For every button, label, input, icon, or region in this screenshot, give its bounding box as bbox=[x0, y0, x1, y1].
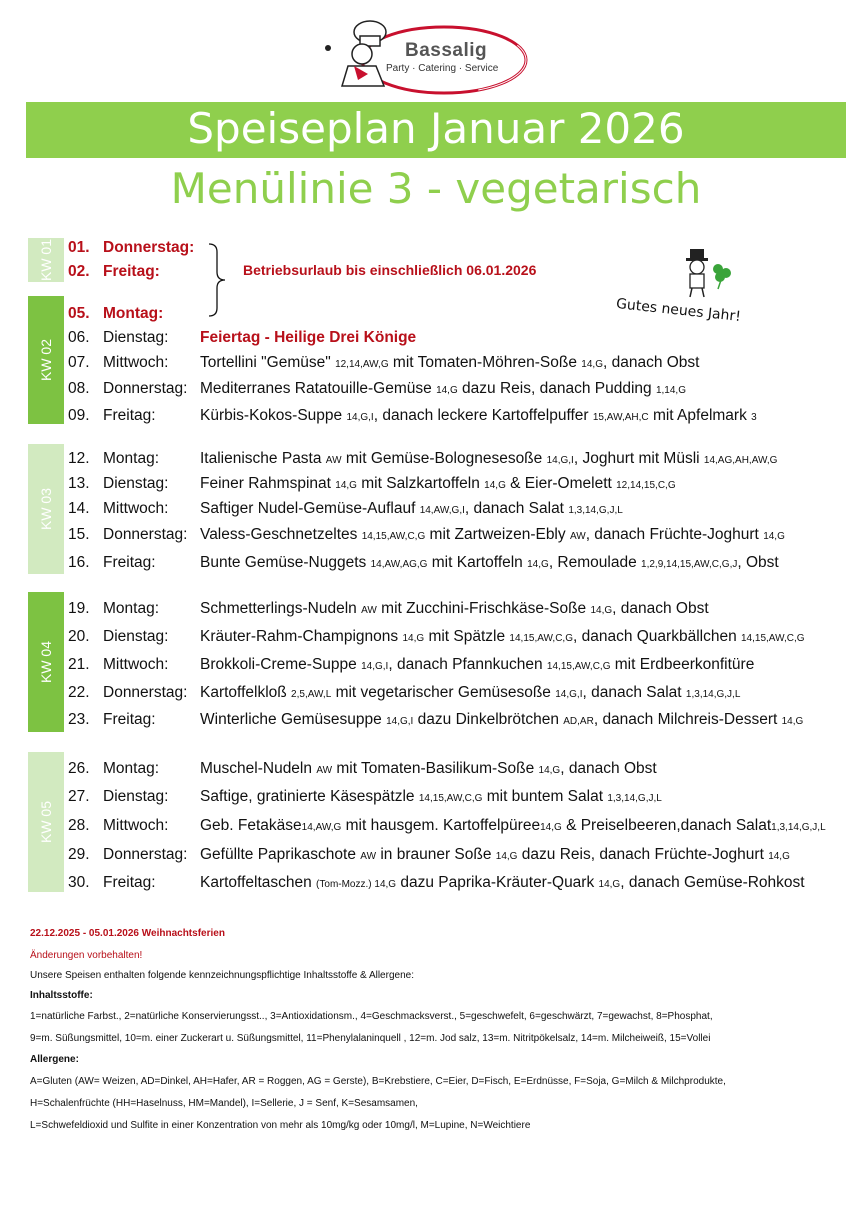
chimney-sweep-icon bbox=[678, 245, 736, 301]
meal-text: , danach Obst bbox=[612, 600, 709, 617]
day-number: 13. bbox=[68, 475, 90, 492]
meal-text: mit Salzkartoffeln bbox=[356, 475, 485, 492]
allergen-codes: 14,15,AW,C,G bbox=[509, 633, 573, 644]
allergen-codes: 14,G,I bbox=[386, 716, 414, 727]
footer-line: H=Schalenfrüchte (HH=Haselnuss, HM=Mandel), I=Sellerie, J = Senf, K=Sesamsamen, bbox=[30, 1098, 418, 1109]
brace-icon bbox=[207, 242, 229, 318]
day-name: Dienstag: bbox=[103, 475, 169, 492]
day-number: 01. bbox=[68, 239, 90, 256]
meal-text: dazu Reis, danach Pudding bbox=[457, 380, 656, 397]
kw-block-03 bbox=[28, 444, 64, 574]
day-name: Donnerstag: bbox=[103, 526, 188, 543]
footer-line: 1=natürliche Farbst., 2=natürliche Konservierungsst.., 3=Antioxidationsm., 4=Geschmacksverst., 5=geschwefelt, 6=geschwärzt, 7=gewachst, 8=Phosphat, bbox=[30, 1011, 713, 1022]
allergen-codes: 14,G bbox=[598, 879, 621, 890]
meal-text: mit Kartoffeln bbox=[427, 554, 528, 571]
meal-description bbox=[200, 377, 686, 403]
day-name: Mittwoch: bbox=[103, 656, 169, 673]
day-number: 08. bbox=[68, 380, 90, 397]
allergen-codes: 14,G,I bbox=[346, 412, 374, 423]
chef-icon bbox=[325, 21, 386, 86]
allergen-codes: 14,G bbox=[402, 633, 425, 644]
page-title: Speiseplan Januar 2026 bbox=[187, 104, 685, 153]
meal-text: Gefüllte Paprikaschote bbox=[200, 846, 361, 863]
allergen-codes: 14,AW,AG,G bbox=[370, 559, 428, 570]
allergen-codes: AW bbox=[325, 455, 342, 466]
allergen-codes: 1,14,G bbox=[655, 385, 686, 396]
allergen-codes: 14,G bbox=[436, 385, 458, 396]
day-name: Dienstag: bbox=[103, 329, 169, 346]
allergen-codes: 14,G,I bbox=[361, 661, 389, 672]
meal-text: Schmetterlings-Nudeln bbox=[200, 600, 362, 617]
day-name: Freitag: bbox=[103, 874, 156, 891]
day-number: 28. bbox=[68, 817, 90, 834]
meal-description bbox=[200, 447, 777, 473]
meal-text: mit Tomaten-Möhren-Soße bbox=[388, 354, 582, 371]
allergen-codes: 12,14,AW,G bbox=[335, 359, 389, 370]
day-number: 29. bbox=[68, 846, 90, 863]
meal-text: in brauner Soße bbox=[376, 846, 496, 863]
meal-description bbox=[200, 551, 779, 577]
meal-text: & Preiselbeeren,danach Salat bbox=[561, 817, 772, 834]
day-number: 07. bbox=[68, 354, 90, 371]
allergen-codes: 14,G bbox=[540, 822, 562, 833]
day-name: Mittwoch: bbox=[103, 817, 169, 834]
footer-line: Allergene: bbox=[30, 1054, 79, 1065]
greeting-text: Gutes neues Jahr! bbox=[615, 296, 742, 326]
day-name: Montag: bbox=[103, 450, 160, 467]
footer-line: 9=m. Süßungsmittel, 10=m. einer Zuckerart u. Süßungsmittel, 11=Phenylalaninquell , 12=m. Jod salz, 13=m. Nitritpökelsalz, 14=m. Milcheiweiß, 15=Vollei bbox=[30, 1033, 711, 1044]
allergen-codes: 14,G bbox=[371, 879, 397, 890]
meal-description bbox=[200, 814, 826, 840]
meal-description bbox=[200, 351, 700, 377]
day-name: Freitag: bbox=[103, 554, 156, 571]
allergen-codes: 14,AW,G,I bbox=[419, 505, 465, 516]
meal-text: Kräuter-Rahm-Champignons bbox=[200, 628, 403, 645]
day-number: 21. bbox=[68, 656, 90, 673]
day-number: 19. bbox=[68, 600, 90, 617]
meal-text: mit Gemüse-Bolognesesoße bbox=[341, 450, 547, 467]
meal-text: mit buntem Salat bbox=[482, 788, 608, 805]
kw-label: KW 01 bbox=[38, 238, 54, 282]
kw-block-05 bbox=[28, 752, 64, 892]
meal-description bbox=[200, 523, 785, 549]
allergen-codes: 14,G,I bbox=[555, 689, 583, 700]
meal-text: mit Erdbeerkonfitüre bbox=[610, 656, 755, 673]
meal-description bbox=[200, 708, 803, 734]
allergen-codes: 3 bbox=[751, 412, 757, 423]
meal-text: , danach Früchte-Joghurt bbox=[585, 526, 764, 543]
meal-text: dazu Paprika-Kräuter-Quark bbox=[396, 874, 599, 891]
footer-line: Unsere Speisen enthalten folgende kennzeichnungspflichtige Inhaltsstoffe & Allergene: bbox=[30, 970, 414, 981]
meal-text: , danach Gemüse-Rohkost bbox=[620, 874, 805, 891]
meal-text: Kartoffeltaschen bbox=[200, 874, 317, 891]
meal-text: mit Spätzle bbox=[424, 628, 510, 645]
day-number: 16. bbox=[68, 554, 90, 571]
meal-text: Bunte Gemüse-Nuggets bbox=[200, 554, 371, 571]
allergen-codes: 14,AG,AH,AW,G bbox=[703, 455, 778, 466]
allergen-codes: 14,G bbox=[768, 851, 790, 862]
day-name: Montag: bbox=[103, 305, 164, 322]
day-name: Mittwoch: bbox=[103, 500, 169, 517]
meal-text: Kürbis-Kokos-Suppe bbox=[200, 407, 347, 424]
meal-description bbox=[200, 497, 623, 523]
meal-text: , danach Salat bbox=[582, 684, 686, 701]
allergen-codes: 12,14,15,C,G bbox=[616, 480, 676, 491]
meal-text: Saftiger Nudel-Gemüse-Auflauf bbox=[200, 500, 420, 517]
meal-text: dazu Reis, danach Früchte-Joghurt bbox=[517, 846, 769, 863]
meal-text: , danach Pfannkuchen bbox=[388, 656, 547, 673]
day-name: Montag: bbox=[103, 600, 160, 617]
allergen-codes: 14,G bbox=[335, 480, 357, 491]
allergen-codes: 14,G bbox=[484, 480, 506, 491]
footer-line: Änderungen vorbehalten! bbox=[30, 950, 143, 961]
meal-text: Saftige, gratinierte Käsespätzle bbox=[200, 788, 419, 805]
day-number: 23. bbox=[68, 711, 90, 728]
allergen-codes: 14,G bbox=[590, 605, 613, 616]
meal-text: dazu Dinkelbrötchen bbox=[413, 711, 564, 728]
meal-text: , danach leckere Kartoffelpuffer bbox=[373, 407, 593, 424]
allergen-codes: 14,AW,G bbox=[301, 822, 342, 833]
footer-line: A=Gluten (AW= Weizen, AD=Dinkel, AH=Hafer, AR = Roggen, AG = Gerste), B=Krebstiere, C=Eier, D=Fisch, E=Erdnüsse, F=Soja, G=Milch & Milchprodukte, bbox=[30, 1076, 726, 1087]
day-number: 02. bbox=[68, 263, 90, 280]
meal-description bbox=[200, 843, 790, 869]
meal-text: , danach Milchreis-Dessert bbox=[593, 711, 782, 728]
allergen-codes: 14,G bbox=[527, 559, 549, 570]
meal-text: Muschel-Nudeln bbox=[200, 760, 317, 777]
footer-line: Inhaltsstoffe: bbox=[30, 990, 93, 1001]
meal-description bbox=[200, 597, 709, 623]
meal-text: , danach Obst bbox=[560, 760, 657, 777]
kw-block-02 bbox=[28, 296, 64, 424]
day-number: 30. bbox=[68, 874, 90, 891]
day-number: 05. bbox=[68, 305, 90, 322]
allergen-codes: 14,G bbox=[763, 531, 785, 542]
meal-text: Tortellini "Gemüse" bbox=[200, 354, 336, 371]
meal-description bbox=[200, 472, 676, 498]
meal-text: mit Apfelmark bbox=[648, 407, 752, 424]
allergen-codes: 1,3,14,G,J,L bbox=[607, 793, 662, 804]
kw-block-04 bbox=[28, 592, 64, 732]
meal-description bbox=[200, 681, 740, 707]
day-name: Dienstag: bbox=[103, 788, 169, 805]
allergen-codes: AW bbox=[316, 765, 333, 776]
allergen-codes: AW bbox=[360, 851, 377, 862]
meal-description bbox=[200, 785, 662, 811]
meal-text: mit Zartweizen-Ebly bbox=[425, 526, 570, 543]
meal-text: Valess-Geschnetzeltes bbox=[200, 526, 362, 543]
allergen-codes: 14,G bbox=[781, 716, 804, 727]
meal-description bbox=[200, 625, 805, 651]
allergen-codes: 15,AW,AH,C bbox=[592, 412, 649, 423]
meal-text: Italienische Pasta bbox=[200, 450, 326, 467]
meal-text: , Remoulade bbox=[548, 554, 642, 571]
day-name: Freitag: bbox=[103, 711, 156, 728]
allergen-codes: AD,AR bbox=[563, 716, 594, 727]
meal-text: Feiner Rahmspinat bbox=[200, 475, 336, 492]
allergen-codes: 1,2,9,14,15,AW,C,G,J bbox=[641, 559, 738, 570]
allergen-codes: 14,G,I bbox=[546, 455, 574, 466]
day-name: Mittwoch: bbox=[103, 354, 169, 371]
allergen-codes: 14,15,AW,C,G bbox=[546, 661, 611, 672]
day-number: 06. bbox=[68, 329, 90, 346]
kw-label: KW 05 bbox=[38, 800, 54, 844]
meal-text: Winterliche Gemüsesuppe bbox=[200, 711, 387, 728]
allergen-codes: 1,3,14,G,J,L bbox=[771, 822, 826, 833]
allergen-codes: 14,15,AW,C,G bbox=[361, 531, 426, 542]
meal-description bbox=[200, 653, 754, 679]
day-name: Montag: bbox=[103, 760, 160, 777]
holiday-note: Betriebsurlaub bis einschließlich 06.01.2026 bbox=[243, 262, 537, 278]
meal-text: Geb. Fetakäse bbox=[200, 817, 302, 834]
kw-label: KW 04 bbox=[38, 640, 54, 684]
meal-text: mit Zucchini-Frischkäse-Soße bbox=[376, 600, 591, 617]
meal-description: Feiertag - Heilige Drei Könige bbox=[200, 329, 417, 346]
allergen-codes: 14,G bbox=[495, 851, 518, 862]
kw-label: KW 02 bbox=[38, 338, 54, 382]
logo-tagline: Party · Catering · Service bbox=[386, 63, 499, 74]
meal-text: , danach Quarkbällchen bbox=[572, 628, 741, 645]
logo-brand: Bassalig bbox=[405, 40, 488, 61]
day-number: 27. bbox=[68, 788, 90, 805]
day-number: 15. bbox=[68, 526, 90, 543]
page-subtitle: Menülinie 3 - vegetarisch bbox=[170, 164, 702, 213]
day-number: 22. bbox=[68, 684, 90, 701]
meal-text: , danach Salat bbox=[464, 500, 569, 517]
day-number: 20. bbox=[68, 628, 90, 645]
meal-text: mit Tomaten-Basilikum-Soße bbox=[332, 760, 539, 777]
kw-block-01 bbox=[28, 238, 64, 282]
allergen-codes: 14,15,AW,C,G bbox=[418, 793, 483, 804]
day-number: 09. bbox=[68, 407, 90, 424]
footer-line: 22.12.2025 - 05.01.2026 Weihnachtsferien bbox=[30, 928, 225, 939]
day-name: Freitag: bbox=[103, 263, 160, 280]
allergen-codes: 14,G bbox=[581, 359, 603, 370]
day-name: Dienstag: bbox=[103, 628, 169, 645]
meal-text: & Eier-Omelett bbox=[505, 475, 617, 492]
day-name: Donnerstag: bbox=[103, 380, 188, 397]
meal-text: mit hausgem. Kartoffelpüree bbox=[341, 817, 541, 834]
allergen-codes: AW bbox=[569, 531, 586, 542]
allergen-codes: 14,G bbox=[538, 765, 561, 776]
allergen-codes: 1,3,14,G,J,L bbox=[685, 689, 741, 700]
meal-description bbox=[200, 871, 805, 897]
day-name: Donnerstag: bbox=[103, 684, 188, 701]
meal-text: , danach Obst bbox=[602, 354, 700, 371]
allergen-codes: 2,5,AW,L bbox=[291, 689, 332, 700]
day-name: Donnerstag: bbox=[103, 846, 188, 863]
allergen-codes: (Tom-Mozz.) bbox=[316, 879, 372, 890]
day-name: Donnerstag: bbox=[103, 239, 195, 256]
allergen-codes: 1,3,14,G,J,L bbox=[568, 505, 623, 516]
kw-label: KW 03 bbox=[38, 487, 54, 531]
allergen-codes: AW bbox=[361, 605, 377, 616]
meal-text: mit vegetarischer Gemüsesoße bbox=[331, 684, 556, 701]
day-number: 26. bbox=[68, 760, 90, 777]
meal-text: , Obst bbox=[737, 554, 779, 571]
meal-text: , Joghurt mit Müsli bbox=[573, 450, 704, 467]
footer-line: L=Schwefeldioxid und Sulfite in einer Konzentration von mehr als 10mg/kg oder 10mg/l, M=Lupine, N=Weichtiere bbox=[30, 1120, 531, 1131]
meal-description bbox=[200, 757, 657, 783]
allergen-codes: 14,15,AW,C,G bbox=[741, 633, 805, 644]
meal-text: Kartoffelkloß bbox=[200, 684, 292, 701]
day-number: 14. bbox=[68, 500, 90, 517]
meal-description bbox=[200, 404, 757, 430]
day-number: 12. bbox=[68, 450, 90, 467]
day-name: Freitag: bbox=[103, 407, 156, 424]
meal-text: Brokkoli-Creme-Suppe bbox=[200, 656, 362, 673]
meal-text: Mediterranes Ratatouille-Gemüse bbox=[200, 380, 437, 397]
